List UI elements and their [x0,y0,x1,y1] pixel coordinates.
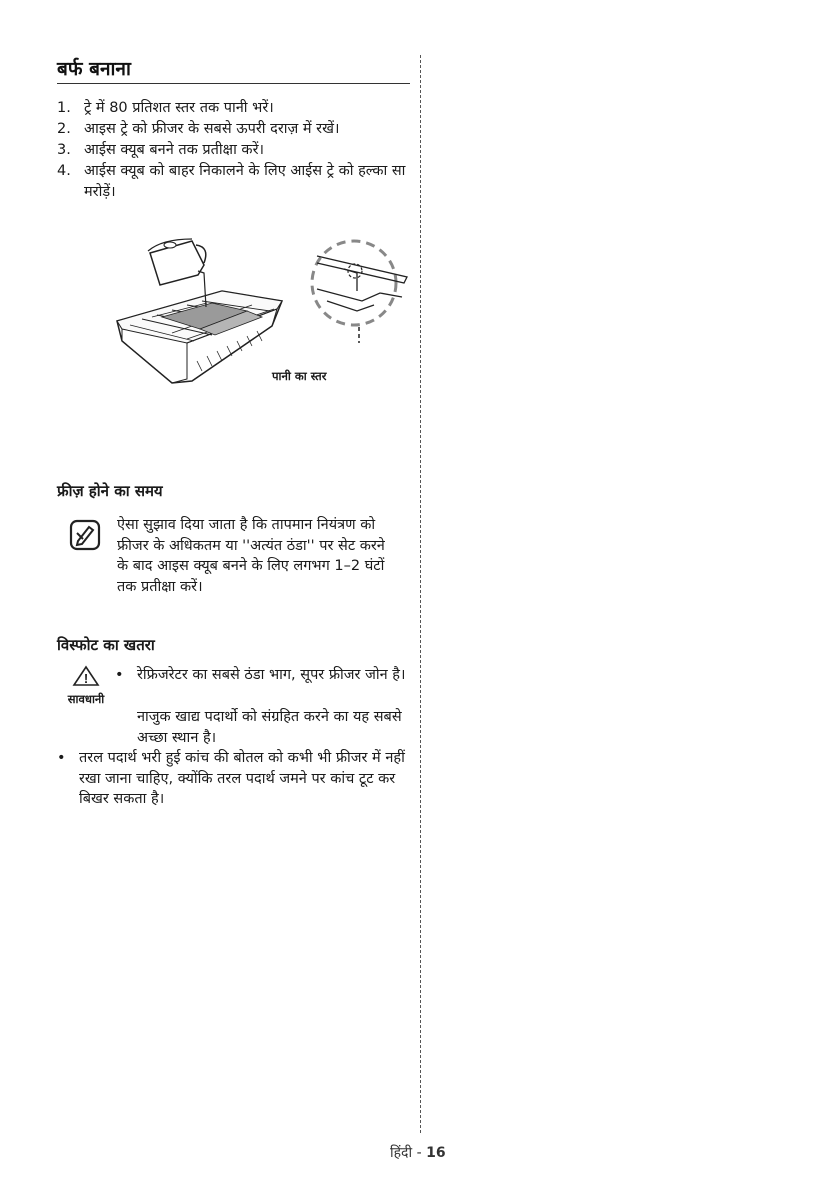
column-divider [420,55,421,1133]
caution-bullet [115,665,407,707]
title-rule [57,83,410,84]
caution-bullet-text: रेफ्रिजरेटर का सबसे ठंडा भाग, सूपर फ्रीजर जोन है। [137,667,406,683]
page-number: 16 [426,1145,446,1161]
bullet-dot: • [57,750,66,766]
step-item: 4. आईस क्यूब को बाहर निकालने के लिए आईस ट्रे को हल्का सा मरोड़ें। [57,163,406,200]
note-icon [69,519,101,551]
caution-extra-text: नाजुक खाद्य पदार्थो को संग्रहित करने का यह सबसे अच्छा स्थान है। [137,709,402,746]
bullet-item [57,748,412,810]
footer-separator: - [412,1145,427,1161]
explosion-title: विस्फोट का खतरा [57,636,155,654]
caution-row [57,665,412,707]
svg-text:!: ! [83,671,89,686]
warning-triangle-icon [72,665,100,687]
note-block [57,515,412,597]
main-column [57,55,412,810]
caution-badge [57,665,115,707]
bullet-dot: • [115,667,124,683]
ice-tray-illustration [112,231,412,401]
steps-list [57,98,412,203]
freeze-time-title: फ्रीज़ होने का समय [57,482,163,500]
section-title: बर्फ बनाना [57,58,131,80]
note-text: ऐसा सुझाव दिया जाता है कि तापमान नियंत्रण को फ्रीजर के अधिकतम या ''अत्यंत ठंडा'' पर सेट करने के बाद आइस क्यूब बनने के लिए लगभग 1–2 घंटों तक प्रतीक्षा करें। [117,517,385,595]
step-item: 3. आईस क्यूब बनने तक प्रतीक्षा करें। [57,142,264,158]
ice-tray-icon [112,231,412,401]
step-item: 1. ट्रे में 80 प्रतिशत स्तर तक पानी भरें। [57,100,274,116]
page-footer [390,1143,446,1162]
caution-label: सावधानी [67,692,105,706]
water-level-label: पानी का स्तर [272,369,327,383]
footer-language: हिंदी [390,1145,413,1161]
bullet-text: तरल पदार्थ भरी हुई कांच की बोतल को कभी भी फ्रीजर में नहीं रखा जाना चाहिए, क्योंकि तरल पदार्थ जमने पर कांच टूट कर बिखर सकता है। [79,750,405,807]
step-item: 2. आइस ट्रे को फ्रीजर के सबसे ऊपरी दराज़ में रखें। [57,121,340,137]
